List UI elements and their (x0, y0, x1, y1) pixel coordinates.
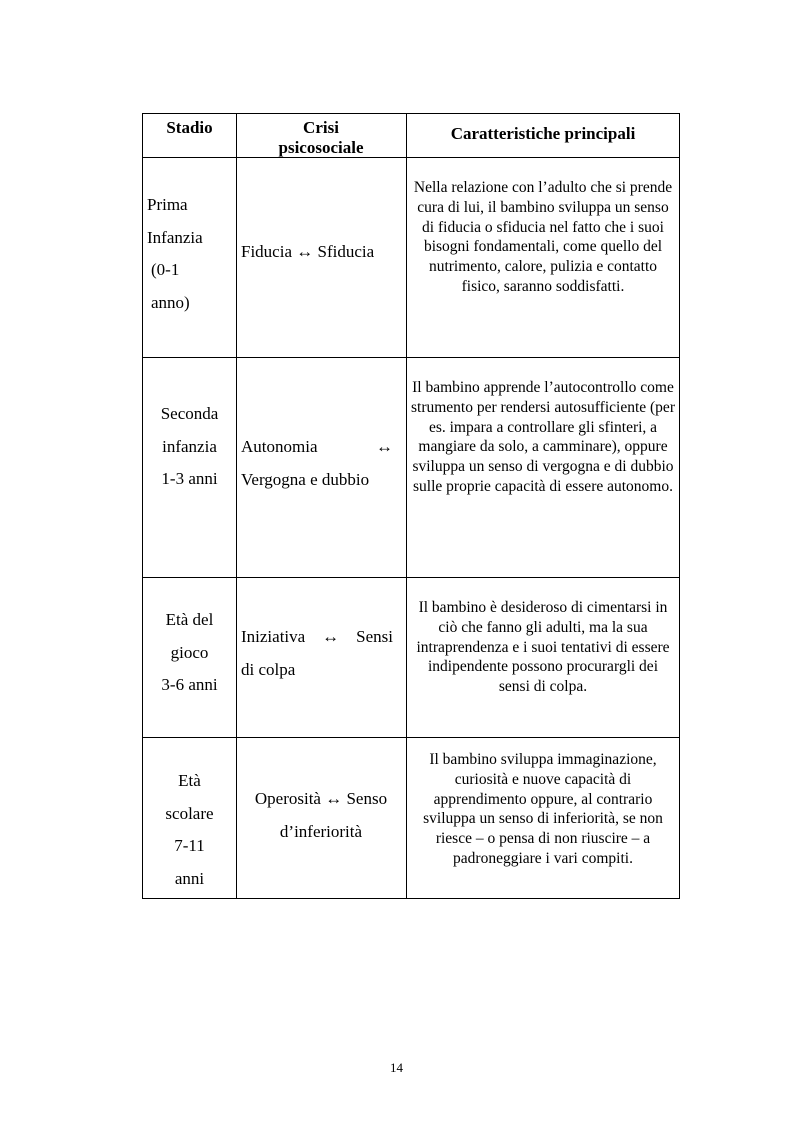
stage-line: anno) (151, 292, 190, 312)
stage-line: 7-11 (174, 836, 205, 855)
header-stage-label: Stadio (166, 118, 213, 137)
stage-line: Età (178, 771, 201, 790)
table-row-4-stage (143, 765, 236, 897)
crisis-line: Iniziativa (241, 627, 306, 646)
stage-line: Infanzia (147, 227, 203, 247)
row-divider (143, 737, 679, 738)
table-row-1-description (411, 178, 675, 343)
table-row-4-description (411, 750, 675, 890)
header-crisis (236, 118, 406, 156)
header-stage (143, 118, 236, 156)
row-divider (143, 157, 679, 158)
table-row-4-crisis (236, 783, 406, 851)
row-divider (143, 357, 679, 358)
table-row-3-description (411, 598, 675, 723)
table-row-2-description (411, 378, 675, 563)
stage-line: Prima (147, 195, 188, 214)
description-text: Il bambino sviluppa immaginazione, curiosità e nuove capacità di apprendimento oppure, al contrario sviluppa un senso di inferiorità, se non riesce – o pensa di non riuscire – a padroneggiare i vari compiti. (423, 751, 663, 867)
crisis-justified-line (241, 431, 393, 464)
header-characteristics-label: Caratteristiche principali (450, 124, 636, 143)
description-text: Il bambino apprende l’autocontrollo come strumento per rendersi autosufficiente (per es. impara a controllare gli sfinteri, a mangiare da solo, a camminare), oppure sviluppa un senso di vergogna e di dubbio sulle proprie capacità di essere autonomo. (411, 379, 675, 495)
table-row-2-crisis (241, 431, 393, 499)
stage-line: 3-6 anni (161, 675, 218, 694)
page-number: 14 (390, 1060, 403, 1075)
crisis-line: Autonomia (241, 437, 318, 456)
crisis-arrow: ↔ (322, 627, 340, 646)
stage-line: Età del (165, 610, 214, 629)
crisis-line: Fiducia ↔ Sfiducia (241, 242, 375, 261)
stage-line: scolare (165, 803, 214, 823)
crisis-line: di colpa (241, 659, 296, 679)
header-crisis-line: psicosociale (278, 138, 364, 157)
stage-line: gioco (170, 642, 209, 662)
stage-line: Seconda (160, 404, 219, 423)
table-row-1-crisis (241, 236, 403, 270)
description-text: Nella relazione con l’adulto che si prende cura di lui, il bambino sviluppa un senso di fiducia o sfiducia nel fatto che i suoi bisogni fondamentali, come quello del nutrimento, calore, pulizia e contatto fisico, saranno soddisfatti. (413, 179, 673, 295)
header-crisis-line: Crisi (303, 118, 339, 137)
column-divider (406, 114, 407, 898)
crisis-line: Sensi (356, 627, 393, 646)
stage-line: 1-3 anni (161, 469, 218, 488)
description-text: Il bambino è desideroso di cimentarsi in ciò che fanno gli adulti, ma la sua intraprendenza e i suoi tentativi di essere indipendente possono procurargli dei sensi di colpa. (416, 599, 670, 696)
crisis-arrow: ↔ (376, 437, 393, 456)
table-row-3-crisis (241, 621, 393, 689)
crisis-line: Vergogna e dubbio (241, 469, 370, 489)
column-divider (236, 114, 237, 898)
erikson-stages-table (142, 113, 680, 899)
header-characteristics (406, 118, 680, 156)
table-row-2-stage (143, 398, 236, 498)
stage-line: (0-1 (151, 260, 180, 279)
crisis-justified-line (241, 621, 393, 654)
row-divider (143, 577, 679, 578)
table-row-1-stage (147, 189, 235, 319)
table-row-3-stage (143, 604, 236, 704)
stage-line: infanzia (162, 436, 217, 456)
stage-line: anni (174, 868, 205, 888)
crisis-line: d’inferiorità (279, 821, 363, 841)
crisis-line: Operosità ↔ Senso (254, 789, 388, 808)
